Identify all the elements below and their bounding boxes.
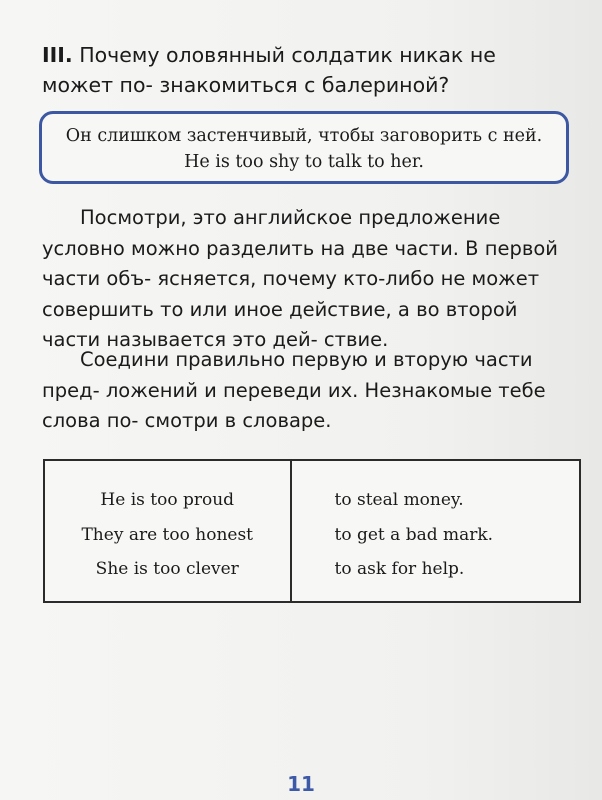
section-label: III. bbox=[42, 43, 73, 67]
table-cell-right: to steal money. bbox=[334, 490, 464, 510]
sentence-beginnings-column bbox=[45, 461, 292, 601]
sentence-endings-column bbox=[292, 461, 580, 601]
explanation-paragraph: Посмотри, это английское предложение условно можно разделить на две части. В первой части объ- ясняется, почему кто-либо не может совершить то или иное действие, а во второй части называется это дей- ствие. bbox=[42, 206, 558, 351]
question-body: Почему оловянный солдатик никак не может по- знакомиться с балериной? bbox=[42, 43, 496, 97]
answer-box bbox=[39, 111, 569, 184]
instruction-paragraph: Соедини правильно первую и вторую части пред- ложений и переведи их. Незнакомые тебе слова по- смотри в словаре. bbox=[42, 348, 546, 432]
table-cell-left: They are too honest bbox=[81, 524, 254, 545]
page-number: 11 bbox=[287, 772, 315, 796]
table-cell-right: to ask for help. bbox=[334, 559, 465, 579]
table-cell-right: to get a bad mark. bbox=[334, 524, 494, 545]
matching-table bbox=[43, 459, 581, 603]
table-cell-left: He is too proud bbox=[100, 490, 235, 510]
question-text bbox=[42, 40, 572, 100]
answer-russian: Он слишком застенчивый, чтобы заговорить с ней. bbox=[65, 126, 543, 146]
table-cell-left: She is too clever bbox=[95, 559, 239, 579]
answer-english: He is too shy to talk to her. bbox=[184, 152, 424, 172]
